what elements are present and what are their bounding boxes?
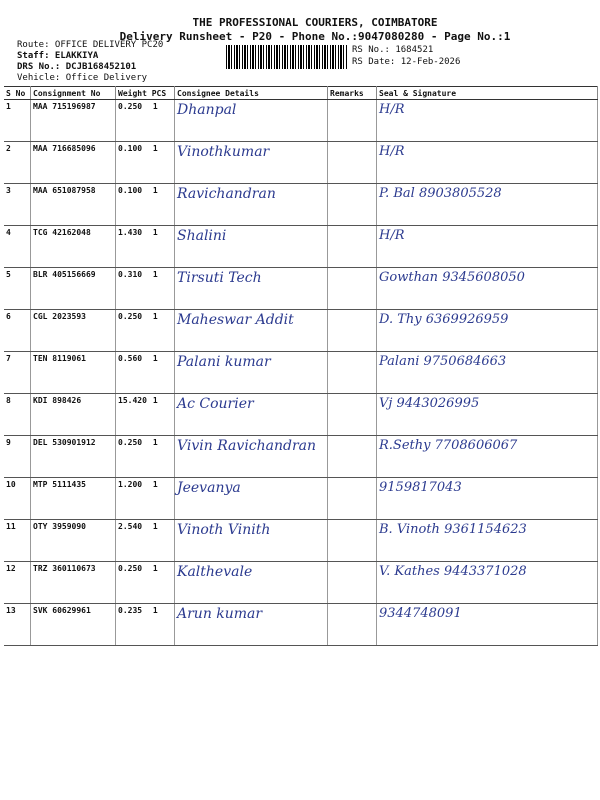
consignment-cell: SVK 60629961 [31,604,116,646]
signature-cell [377,100,598,142]
pcs-value: 1 [152,480,158,489]
weight-value: 1.430 [118,228,143,237]
table-row [4,436,598,478]
sno-cell: 11 [4,520,31,562]
drs-label: DRS No.: DCJB168452101 [17,62,137,72]
weight-pcs-cell [116,436,175,478]
consignee-cell [175,478,328,520]
rs-info [352,44,460,68]
table-row [4,268,598,310]
rs-date: RS Date: 12-Feb-2026 [352,57,461,67]
signature-handwriting: Vj 9443026995 [379,396,480,411]
consignment-cell: CGL 2023593 [31,310,116,352]
consignee-handwriting: Tirsuti Tech [177,270,262,286]
pcs-value: 1 [152,144,158,153]
weight-pcs-cell [116,310,175,352]
remarks-cell [328,394,377,436]
weight-pcs-cell [116,394,175,436]
table-row [4,100,598,142]
consignee-handwriting: Shalini [177,228,227,244]
signature-handwriting: 9159817043 [379,480,462,495]
signature-cell [377,478,598,520]
consignee-cell [175,352,328,394]
signature-handwriting: V. Kathes 9443371028 [379,564,527,579]
pcs-value: 1 [152,186,158,195]
signature-handwriting: 9344748091 [379,606,462,621]
table-row [4,226,598,268]
signature-cell [377,142,598,184]
consignment-cell: DEL 530901912 [31,436,116,478]
consignee-handwriting: Kalthevale [177,564,253,580]
route-label: Route: OFFICE DELIVERY PC20 [17,40,164,50]
col-weight-pcs: Weight PCS [116,87,175,100]
remarks-cell [328,352,377,394]
table-row [4,184,598,226]
consignment-cell: MAA 715196987 [31,100,116,142]
consignment-cell: TCG 42162048 [31,226,116,268]
table-header-row [4,87,598,100]
consignee-cell [175,604,328,646]
table-row [4,352,598,394]
pcs-value: 1 [152,312,158,321]
weight-value: 0.560 [118,354,143,363]
consignment-cell: MTP 5111435 [31,478,116,520]
staff-label: Staff: ELAKKIYA [17,51,99,61]
consignee-handwriting: Vinothkumar [177,144,270,160]
signature-cell [377,604,598,646]
weight-pcs-cell [116,520,175,562]
consignee-handwriting: Vinoth Vinith [177,522,271,538]
weight-pcs-cell [116,226,175,268]
col-remarks: Remarks [328,87,377,100]
weight-value: 0.100 [118,144,143,153]
consignee-cell [175,100,328,142]
consignee-cell [175,268,328,310]
remarks-cell [328,142,377,184]
table-row [4,310,598,352]
pcs-value: 1 [152,522,158,531]
sno-cell: 2 [4,142,31,184]
table-row [4,604,598,646]
signature-handwriting: P. Bal 8903805528 [379,186,502,201]
signature-handwriting: H/R [379,228,405,243]
consignment-cell: KDI 898426 [31,394,116,436]
sno-cell: 7 [4,352,31,394]
weight-pcs-cell [116,562,175,604]
col-signature: Seal & Signature [377,87,598,100]
weight-value: 15.420 [118,396,147,405]
table-row [4,562,598,604]
signature-cell [377,268,598,310]
consignment-cell: MAA 716685096 [31,142,116,184]
pcs-value: 1 [152,228,158,237]
signature-handwriting: H/R [379,102,405,117]
signature-cell [377,352,598,394]
consignee-cell [175,394,328,436]
weight-value: 2.540 [118,522,143,531]
remarks-cell [328,268,377,310]
signature-handwriting: D. Thy 6369926959 [379,312,509,327]
consignee-handwriting: Arun kumar [177,606,263,622]
consignee-cell [175,562,328,604]
col-sno: S No [4,87,31,100]
remarks-cell [328,184,377,226]
remarks-cell [328,100,377,142]
consignee-cell [175,310,328,352]
consignment-cell: BLR 405156669 [31,268,116,310]
consignee-handwriting: Palani kumar [177,354,271,370]
weight-value: 0.250 [118,102,143,111]
sno-cell: 10 [4,478,31,520]
consignee-cell [175,520,328,562]
vehicle-label: Vehicle: Office Delivery [17,73,148,83]
pcs-value: 1 [152,396,158,405]
remarks-cell [328,436,377,478]
consignee-handwriting: Jeevanya [177,480,241,496]
col-consignment: Consignment No [31,87,116,100]
consignment-cell: OTY 3959090 [31,520,116,562]
weight-pcs-cell [116,478,175,520]
company-title: THE PROFESSIONAL COURIERS, COIMBATORE [192,16,438,29]
sno-cell: 8 [4,394,31,436]
remarks-cell [328,520,377,562]
signature-cell [377,226,598,268]
signature-cell [377,436,598,478]
sno-cell: 6 [4,310,31,352]
table-row [4,478,598,520]
rs-number: RS No.: 1684521 [352,45,434,55]
consignee-cell [175,436,328,478]
weight-value: 0.250 [118,312,143,321]
consignee-handwriting: Ac Courier [177,396,254,412]
col-consignee: Consignee Details [175,87,328,100]
table-row [4,394,598,436]
runsheet-subtitle: Delivery Runsheet - P20 - Phone No.:9047080280 - Page No.:1 [119,30,511,43]
consignee-handwriting: Ravichandran [177,186,276,202]
weight-pcs-cell [116,604,175,646]
remarks-cell [328,478,377,520]
signature-cell [377,184,598,226]
runsheet-table [4,86,598,646]
signature-handwriting: R.Sethy 7708606067 [379,438,518,453]
weight-value: 0.100 [118,186,143,195]
sno-cell: 3 [4,184,31,226]
weight-value: 0.235 [118,606,143,615]
consignee-cell [175,142,328,184]
consignment-cell: MAA 651087958 [31,184,116,226]
weight-value: 1.200 [118,480,143,489]
consignee-cell [175,226,328,268]
signature-cell [377,394,598,436]
signature-handwriting: H/R [379,144,405,159]
remarks-cell [328,604,377,646]
weight-value: 0.250 [118,438,143,447]
weight-pcs-cell [116,268,175,310]
remarks-cell [328,226,377,268]
consignee-handwriting: Vivin Ravichandran [177,438,317,454]
signature-cell [377,562,598,604]
sno-cell: 1 [4,100,31,142]
pcs-value: 1 [152,438,158,447]
pcs-value: 1 [152,354,158,363]
weight-value: 0.310 [118,270,143,279]
pcs-value: 1 [152,270,158,279]
signature-handwriting: B. Vinoth 9361154623 [379,522,527,537]
consignee-cell [175,184,328,226]
pcs-value: 1 [152,606,158,615]
signature-cell [377,310,598,352]
table-row [4,142,598,184]
pcs-value: 1 [152,102,158,111]
weight-pcs-cell [116,100,175,142]
sno-cell: 4 [4,226,31,268]
signature-handwriting: Palani 9750684663 [379,354,507,369]
weight-pcs-cell [116,352,175,394]
sno-cell: 13 [4,604,31,646]
consignee-handwriting: Dhanpal [177,102,237,118]
remarks-cell [328,562,377,604]
remarks-cell [328,310,377,352]
weight-pcs-cell [116,184,175,226]
pcs-value: 1 [152,564,158,573]
consignment-cell: TRZ 360110673 [31,562,116,604]
table-row [4,520,598,562]
signature-cell [377,520,598,562]
barcode-image [226,45,348,69]
consignee-handwriting: Maheswar Addit [177,312,294,328]
sno-cell: 5 [4,268,31,310]
weight-value: 0.250 [118,564,143,573]
sno-cell: 9 [4,436,31,478]
consignment-cell: TEN 8119061 [31,352,116,394]
sno-cell: 12 [4,562,31,604]
signature-handwriting: Gowthan 9345608050 [379,270,525,285]
weight-pcs-cell [116,142,175,184]
